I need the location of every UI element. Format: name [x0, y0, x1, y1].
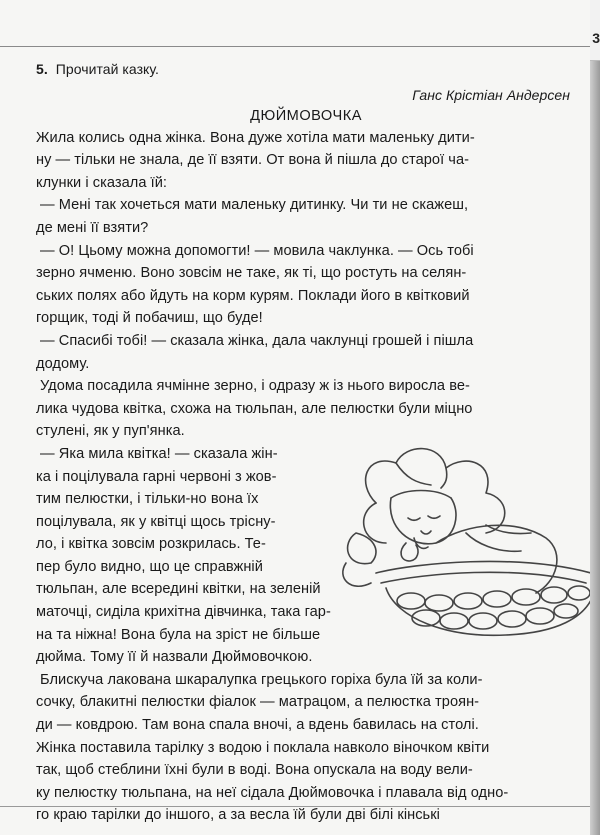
task-header: [36, 58, 576, 81]
text-line: лика чудова квітка, схожа на тюльпан, але пелюстки були міцно: [36, 400, 473, 417]
author-name: Ганс Крістіан Андерсен: [412, 86, 570, 103]
text-line: ди — ковдрою. Там вона спала вночі, а вдень бавилась на столі.: [36, 717, 479, 734]
task-number: 5.: [36, 61, 48, 77]
next-page-edge: [590, 0, 600, 835]
text-line: поцілувала, як у квітці щось трісну-: [36, 513, 276, 530]
text-line: маточці, сиділа крихітна дівчинка, така гар-: [36, 604, 331, 621]
task-instruction: Прочитай казку.: [55, 61, 159, 77]
text-line: Жінка поставила тарілку з водою і поклала навколо віночком квіти: [36, 739, 490, 756]
text-line: так, щоб стеблини їхні були в воді. Вона опускала на воду вели-: [36, 762, 473, 779]
story-text-bottom: [36, 669, 576, 827]
story-title: ДЮЙМОВОЧКА: [250, 107, 362, 124]
text-line: дюйма. Тому її й назвали Дюймовочкою.: [36, 649, 313, 666]
text-line: на та ніжна! Вона була на зріст не більше: [36, 626, 321, 643]
text-line: ка і поцілувала гарні червоні з жов-: [36, 468, 277, 485]
text-line: — Мені так хочеться мати маленьку дитинку. Чи ти не скажеш,: [40, 197, 469, 214]
text-line: — Спасибі тобі! — сказала жінка, дала чаклунці грошей і пішла: [40, 332, 474, 349]
text-line: го краю тарілки до іншого, а за весла їй були дві білі кінські: [36, 807, 440, 824]
story-text-beside-illustration: [36, 443, 376, 669]
text-line: клунки і сказала їй:: [36, 174, 168, 191]
text-line: — О! Цьому можна допомогти! — мовила чаклунка. — Ось тобі: [40, 242, 474, 259]
text-line: зерно ячменю. Воно зовсім не таке, як ті, що ростуть на селян-: [36, 265, 467, 282]
text-line: ських полях або йдуть на корм курям. Поклади його в квітковий: [36, 287, 470, 304]
text-line: Блискуча лакована шкаралупка грецького горіха була їй за коли-: [40, 671, 483, 688]
top-divider: [0, 46, 590, 47]
text-line: — Яка мила квітка! — сказала жін-: [40, 445, 278, 462]
text-line: додому.: [36, 355, 90, 372]
text-line: стулені, як у пуп'янка.: [36, 423, 185, 440]
page-content: [36, 58, 576, 827]
text-line: ку пелюстку тюльпана, на неї сідала Дюймовочка і плавала від одно-: [36, 784, 509, 801]
text-line: пер було видно, що це справжній: [36, 558, 263, 575]
story-text-wrap-region: [36, 443, 576, 669]
thumbelina-illustration: [336, 443, 590, 643]
text-line: горщик, тоді й побачиш, що буде!: [36, 310, 263, 327]
text-line: ло, і квітка зовсім розкрилась. Те-: [36, 536, 266, 553]
text-line: де мені її взяти?: [36, 219, 149, 236]
text-line: Удома посадила ячмінне зерно, і одразу ж із нього виросла ве-: [40, 378, 470, 395]
text-line: сочку, блакитні пелюстки фіалок — матрацом, а пелюстка троян-: [36, 694, 480, 711]
text-line: ну — тільки не знала, де її взяти. От вона й пішла до старої ча-: [36, 152, 470, 169]
text-line: тим пелюстки, і тільки-но вона їх: [36, 491, 259, 508]
story-text-top: [36, 127, 576, 443]
bottom-divider: [0, 806, 590, 807]
text-line: Жила колись одна жінка. Вона дуже хотіла мати маленьку дити-: [36, 129, 475, 146]
text-line: тюльпан, але всередині квітки, на зеленій: [36, 581, 321, 598]
page-number: 3: [592, 30, 600, 46]
